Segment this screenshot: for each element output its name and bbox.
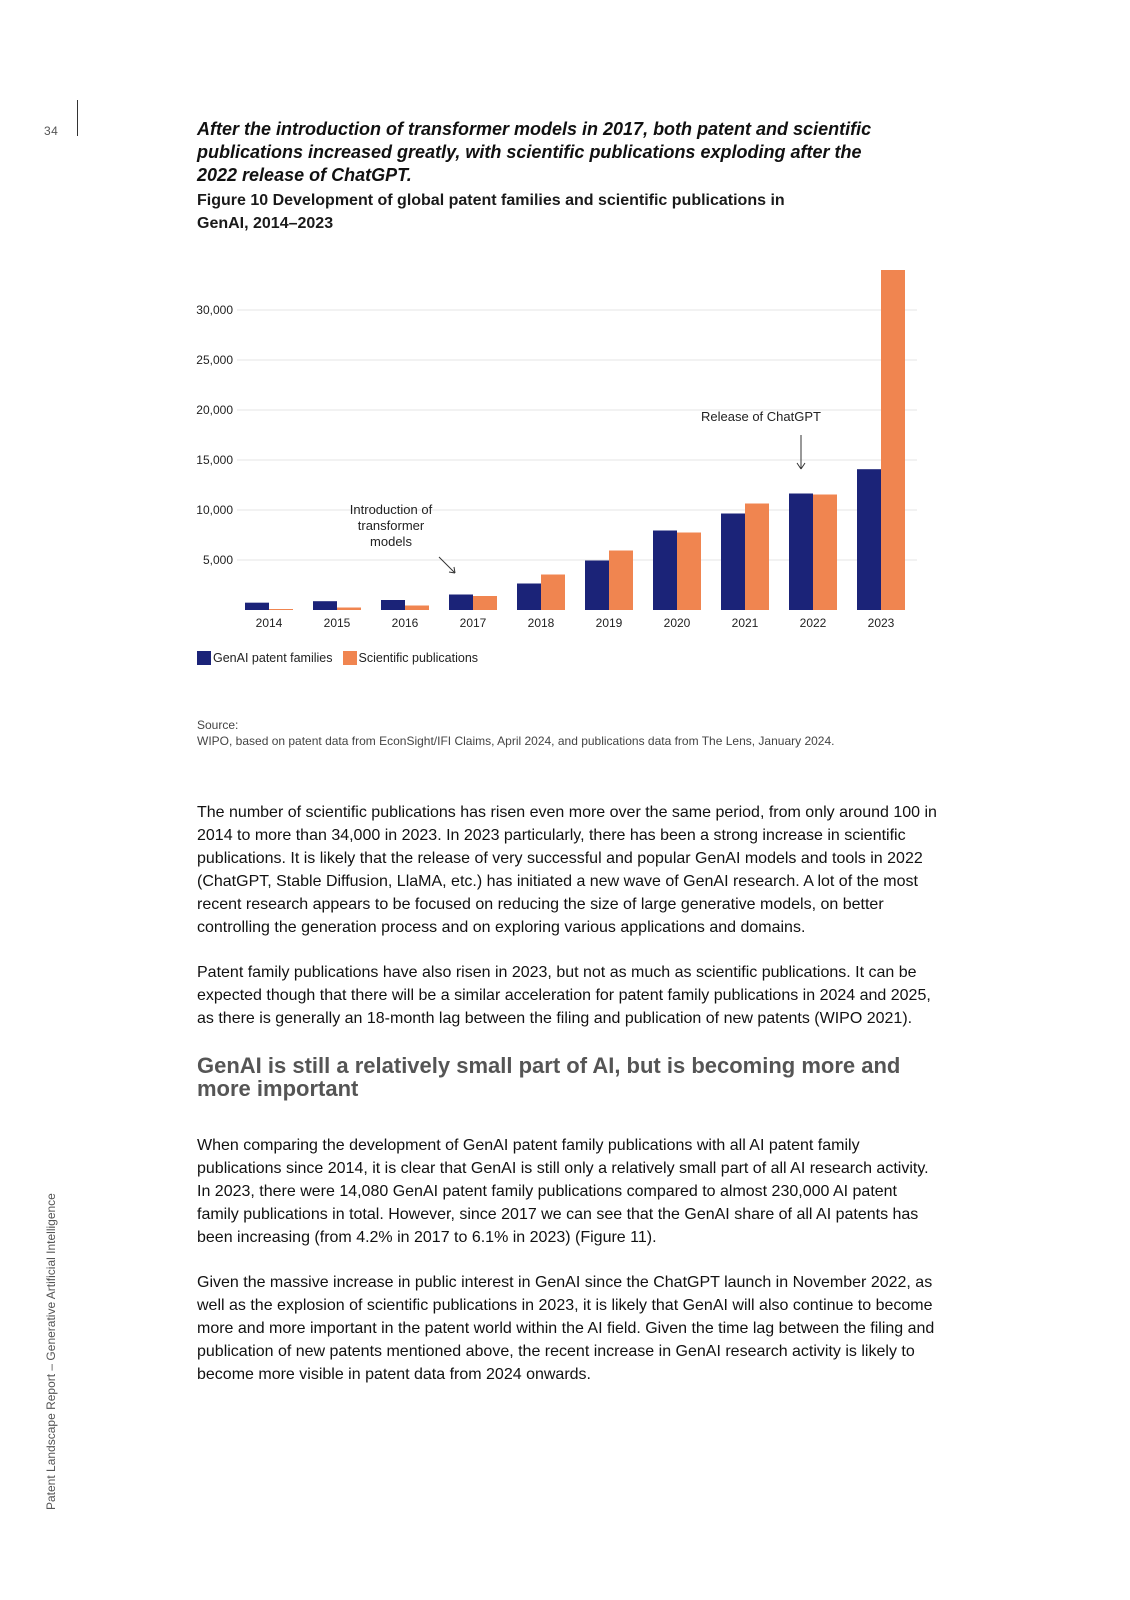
y-tick-label: 30,000 xyxy=(196,303,233,317)
x-tick-label: 2017 xyxy=(459,616,487,630)
body-paragraph: Patent family publications have also risen in 2023, but not as much as scientific publications. It can be expected though that there will be a similar acceleration for patent family publications in 2024 and 2025, as there is generally an 18-month lag between the filing and publication of new patents (WIPO 2021). xyxy=(197,964,931,1027)
source-label: Source: xyxy=(197,718,239,732)
y-tick-label: 25,000 xyxy=(196,353,233,367)
bar-scientific-publications xyxy=(541,575,565,611)
source-text: WIPO, based on patent data from EconSight/IFI Claims, April 2024, and publications data from The Lens, January 2024. xyxy=(197,734,835,748)
bar-scientific-publications xyxy=(677,533,701,611)
header-divider xyxy=(77,100,78,136)
y-tick-label: 20,000 xyxy=(196,403,233,417)
bar-scientific-publications xyxy=(881,270,905,610)
y-tick-label: 5,000 xyxy=(202,553,233,567)
x-tick-label: 2014 xyxy=(255,616,283,630)
x-tick-label: 2022 xyxy=(799,616,827,630)
bar-scientific-publications xyxy=(745,504,769,611)
x-tick-label: 2015 xyxy=(323,616,351,630)
lead-statement: After the introduction of transformer models in 2017, both patent and scientific publications increased greatly, with scientific publications exploding after the 2022 release of ChatGPT. xyxy=(197,119,872,185)
bar-patent-families xyxy=(245,603,269,610)
body-paragraph: The number of scientific publications has risen even more over the same period, from only around 100 in 2014 to more than 34,000 in 2023. In 2023 particularly, there has been a strong increase in scientific publications. It is likely that the release of very successful and popular GenAI models and tools in 2022 (ChatGPT, Stable Diffusion, LlaMA, etc.) has initiated a new wave of GenAI research. A lot of the most recent research appears to be focused on reducing the size of large generative models, on better controlling the generation process and on exploring various applications and domains. xyxy=(197,804,937,936)
bar-patent-families xyxy=(381,600,405,610)
body-paragraph: Given the massive increase in public interest in GenAI since the ChatGPT launch in November 2022, as well as the explosion of scientific publications in 2023, it is likely that GenAI will also continue to become more and more important in the patent world within the AI field. Given the time lag between the filing and publication of new patents mentioned above, the recent increase in GenAI research activity is likely to become more visible in patent data from 2024 onwards. xyxy=(197,1274,935,1383)
bar-patent-families xyxy=(585,561,609,611)
annotation-arrow xyxy=(439,557,455,573)
x-tick-label: 2016 xyxy=(391,616,419,630)
x-tick-label: 2019 xyxy=(595,616,623,630)
bar-patent-families xyxy=(313,601,337,610)
bar-patent-families xyxy=(653,531,677,611)
body-paragraph: When comparing the development of GenAI patent family publications with all AI patent family publications since 2014, it is clear that GenAI is still only a relatively small part of all AI research activity. In 2023, there were 14,080 GenAI patent family publications compared to almost 230,000 AI patent family publications in total. However, since 2017 we can see that the GenAI share of all AI patents has been increasing (from 4.2% in 2017 to 6.1% in 2023) (Figure 11). xyxy=(197,1137,929,1246)
page-number: 34 xyxy=(44,124,59,138)
running-footer-label: Patent Landscape Report – Generative Artificial Intelligence xyxy=(44,1193,58,1510)
bar-patent-families xyxy=(857,469,881,610)
chart-canvas xyxy=(177,255,937,645)
legend-item-patents xyxy=(197,651,333,665)
annotation-transformer-text: Introduction of xyxy=(349,502,433,517)
bar-scientific-publications xyxy=(609,551,633,611)
bar-patent-families xyxy=(789,494,813,611)
bar-scientific-publications xyxy=(813,495,837,611)
legend-swatch-patents xyxy=(197,651,211,665)
x-tick-label: 2021 xyxy=(731,616,759,630)
legend-label-publications: Scientific publications xyxy=(358,651,479,665)
legend-item-publications xyxy=(343,651,479,665)
legend-label-patents: GenAI patent families xyxy=(213,651,333,665)
legend-swatch-publications xyxy=(343,651,357,665)
main-content xyxy=(197,118,937,1386)
figure-title: Figure 10 Development of global patent families and scientific publications in GenAI, 2014–2023 xyxy=(197,192,785,232)
x-tick-label: 2023 xyxy=(867,616,895,630)
annotation-transformer-text: transformer xyxy=(357,518,425,533)
figure-source xyxy=(197,717,937,749)
bar-scientific-publications xyxy=(337,608,361,611)
bar-scientific-publications xyxy=(473,596,497,610)
bar-scientific-publications xyxy=(405,606,429,611)
section-heading: GenAI is still a relatively small part of AI, but is becoming more and more important xyxy=(197,1053,901,1101)
bar-chart xyxy=(197,255,937,675)
y-tick-label: 15,000 xyxy=(196,453,233,467)
bar-patent-families xyxy=(517,584,541,611)
bar-scientific-publications xyxy=(269,609,293,610)
bar-patent-families xyxy=(721,514,745,611)
y-tick-label: 10,000 xyxy=(196,503,233,517)
annotation-chatgpt-text: Release of ChatGPT xyxy=(701,409,821,424)
annotation-transformer-text: models xyxy=(370,534,412,549)
chart-legend xyxy=(197,651,488,665)
bar-patent-families xyxy=(449,595,473,611)
x-tick-label: 2020 xyxy=(663,616,691,630)
x-tick-label: 2018 xyxy=(527,616,555,630)
